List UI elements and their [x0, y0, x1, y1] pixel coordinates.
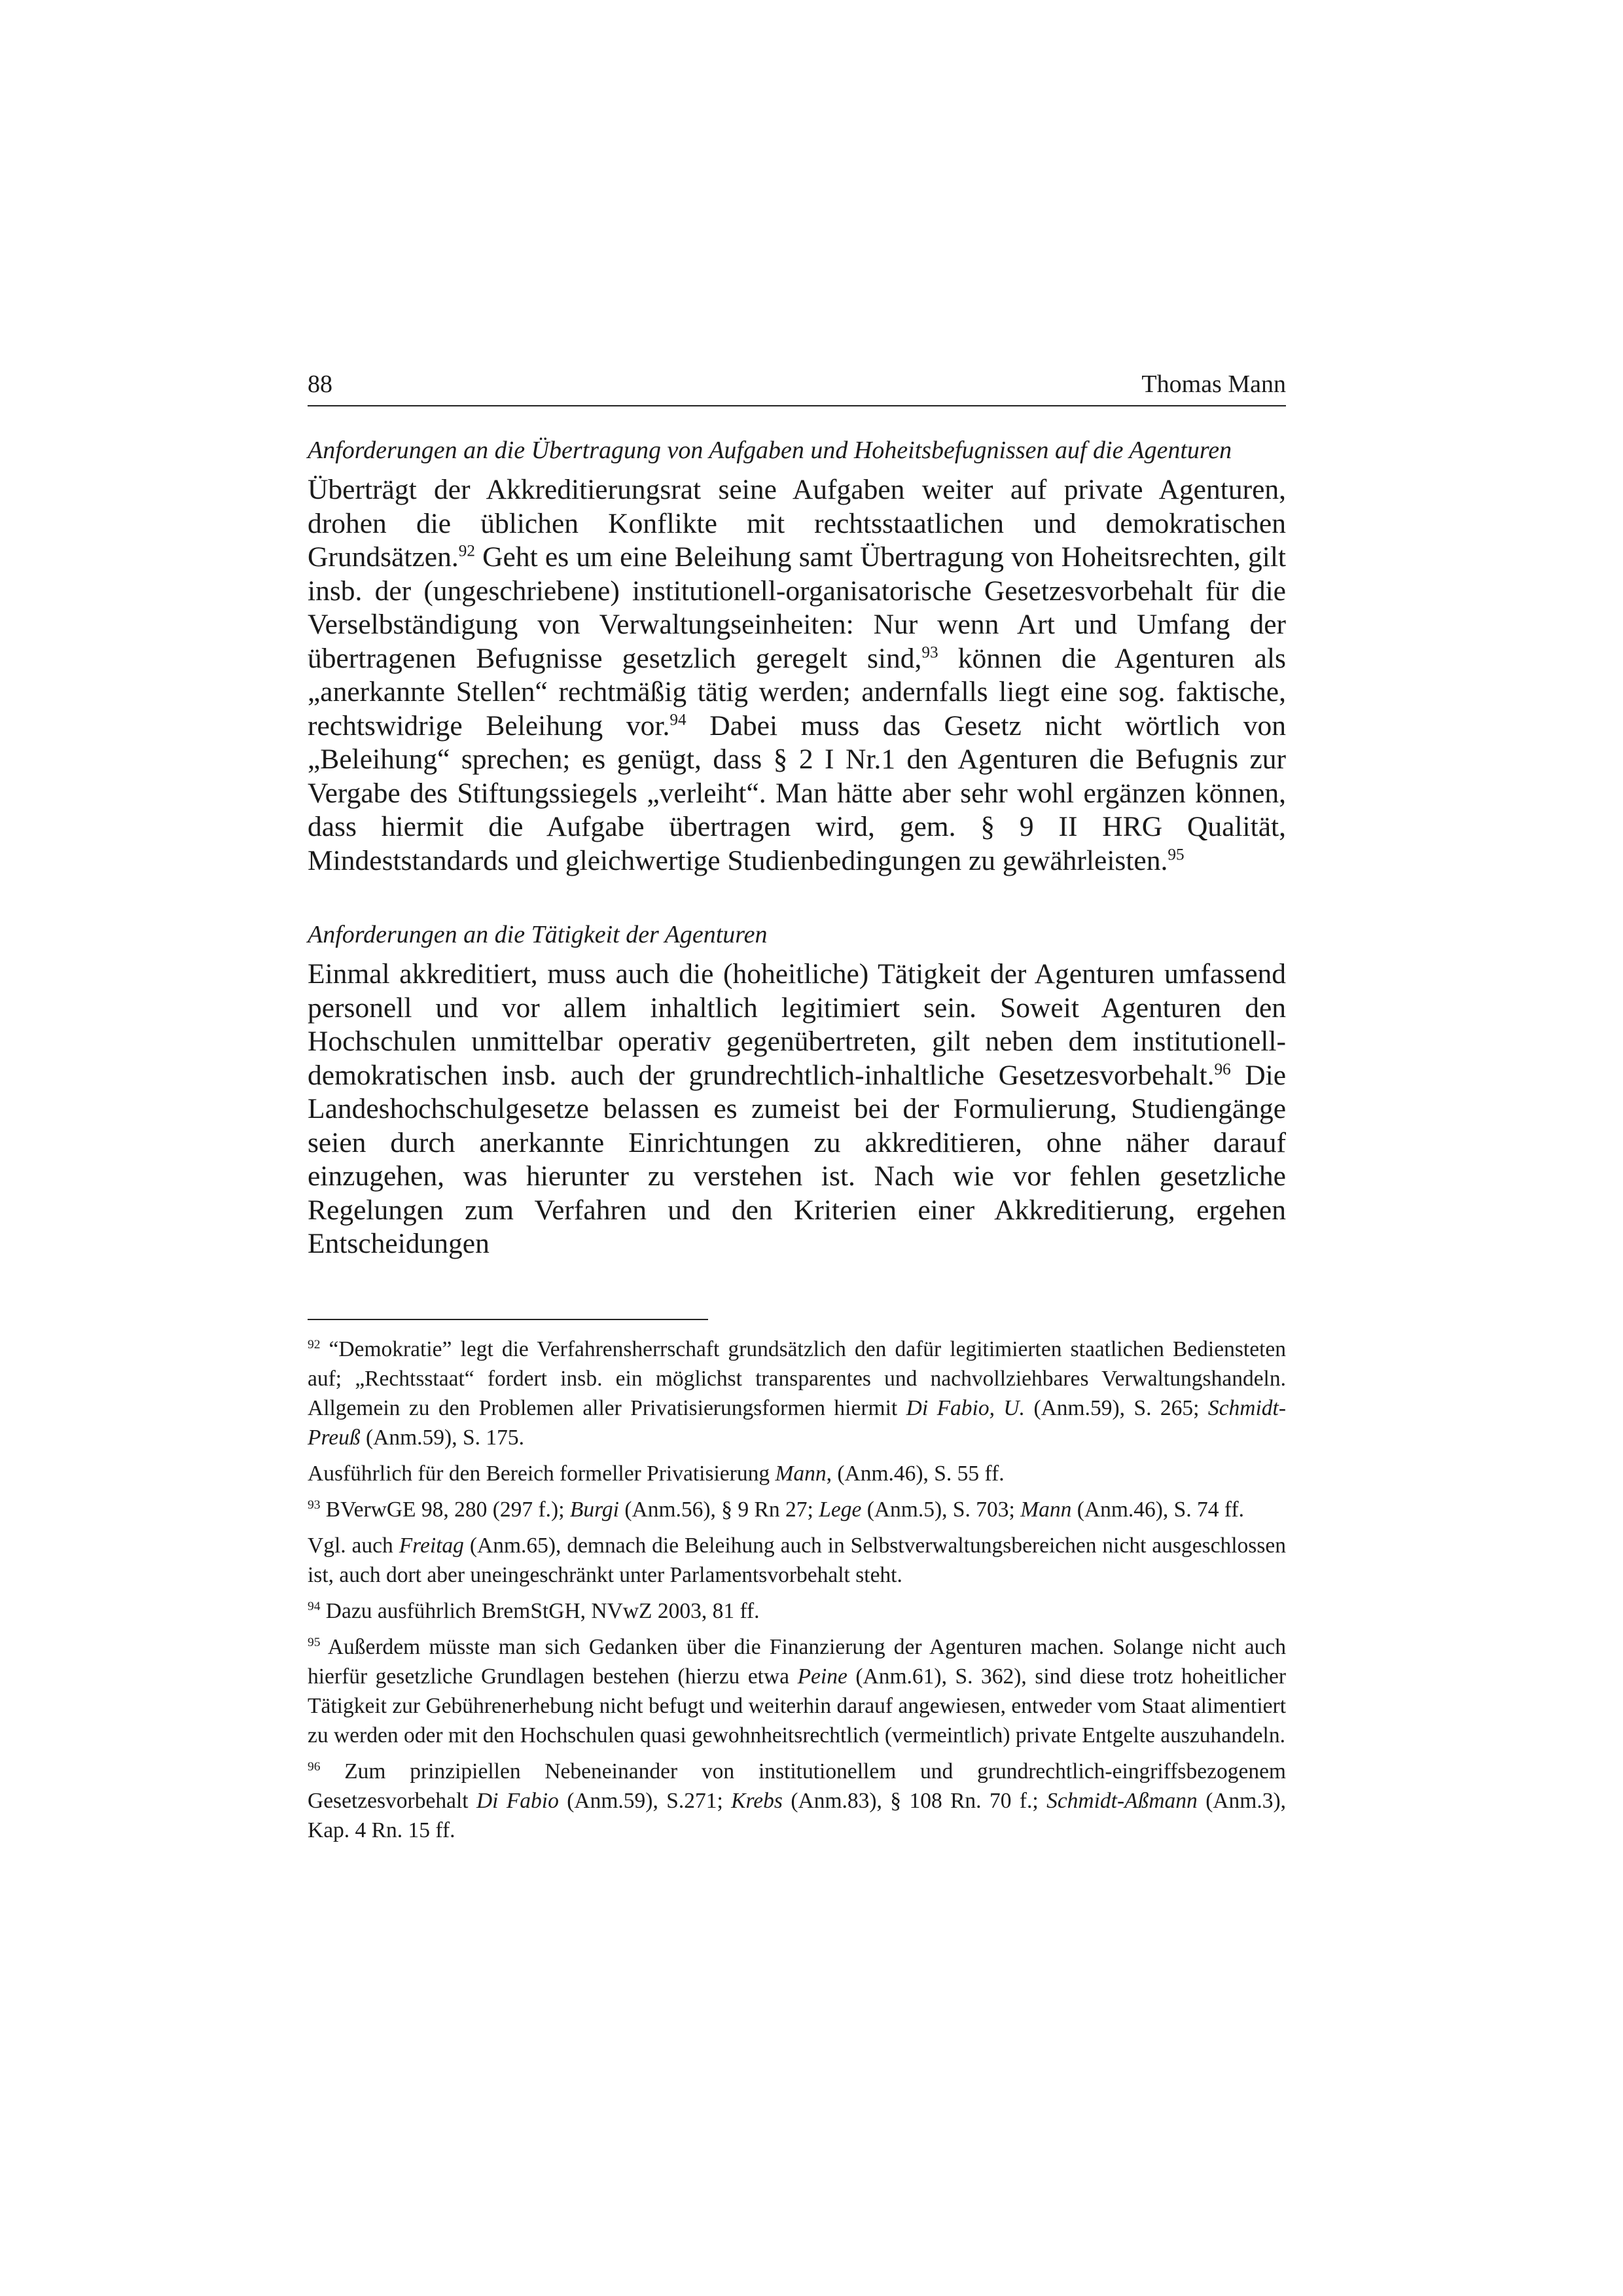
paragraph-activity: Einmal akkreditiert, muss auch die (hoheitliche) Tätigkeit der Agenturen umfassend personell und vor allem inhaltlich legitimiert sein. Soweit Agenturen den Hochschulen unmittelbar operativ gegenübertreten, gilt neben dem institutionell-demokratischen insb. auch der grundrechtlich-inhaltliche Gesetzesvorbehalt.$^{96}$ Die Landeshochschulgesetze belassen es zumeist bei der Formulierung, Studiengänge seien durch anerkannte Einrichtungen zu akkreditieren, ohne näher darauf einzugehen, was hierunter zu verstehen ist. Nach wie vor fehlen gesetzliche Regelungen zum Verfahren und den Kriterien einer Akkreditierung, ergehen Entscheidungen: [308, 958, 1287, 1259]
footnote-ref-93[interactable]: 93: [921, 643, 938, 661]
footnote-ref-94[interactable]: 94: [669, 710, 687, 728]
footnote-ref-96[interactable]: 96: [1214, 1060, 1231, 1078]
footnote-93: $^{93}$ BVerwGE 98, 280 (297 f.); Burgi (Anm.56), § 9 Rn 27; Lege (Anm.5), S. 703; Mann (Anm.46), S. 74 ff.: [308, 1497, 1245, 1522]
page-number: 88: [308, 370, 332, 398]
footnote-94: $^{94}$ Dazu ausführlich BremStGH, NVwZ 2003, 81 ff.: [308, 1598, 760, 1623]
section-heading-activity: Anforderungen an die Tätigkeit der Agenturen: [308, 921, 768, 948]
document-page: [308, 370, 1286, 1852]
footnote-separator: [308, 1319, 708, 1320]
footnote-96: $^{96}$ Zum prinzipiellen Nebeneinander von institutionellem und grundrechtlich-eingriffsbezogenem Gesetzesvorbehalt Di Fabio (Anm.59), S.271; Krebs (Anm.83), § 108 Rn. 70 f.; Schmidt-Aßmann (Anm.3), Kap. 4 Rn. 15 ff.: [308, 1759, 1287, 1842]
footnote-92-continued: Ausführlich für den Bereich formeller Privatisierung Mann, (Anm.46), S. 55 ff.: [308, 1461, 1005, 1486]
footnotes: [308, 1335, 1286, 1845]
footnote-ref-95[interactable]: 95: [1168, 845, 1185, 863]
section-heading-transfer: Anforderungen an die Übertragung von Aufgaben und Hoheitsbefugnissen auf die Agenturen: [308, 437, 1232, 464]
paragraph-transfer: Überträgt der Akkreditierungsrat seine Aufgaben weiter auf private Agenturen, drohen die üblichen Konflikte mit rechtsstaatlichen und demokratischen Grundsätzen.$^{92}$ Geht es um eine Beleihung samt Übertragung von Hoheitsrechten, gilt insb. der (ungeschriebene) institutionell-organisatorische Gesetzesvorbehalt für die Verselbständigung von Verwaltungseinheiten: Nur wenn Art und Umfang der übertragenen Befugnisse gesetzlich geregelt sind,$^{93}$ können die Agenturen als „anerkannte Stellen“ rechtmäßig tätig werden; andernfalls liegt eine sog. faktische, rechtswidrige Beleihung vor.$^{94}$ Dabei muss das Gesetz nicht wörtlich von „Beleihung“ sprechen; es genügt, dass § 2 I Nr.1 den Agenturen die Befugnis zur Vergabe des Stiftungssiegels „verleiht“. Man hätte aber sehr wohl ergänzen können, dass hiermit die Aufgabe übertragen wird, gem. § 9 II HRG Qualität, Mindeststandards und gleichwertige Studienbedingungen zu gewährleisten.$^{95}$: [308, 474, 1286, 876]
footnote-ref-92[interactable]: 92: [458, 542, 475, 560]
running-header-author: Thomas Mann: [1141, 370, 1286, 398]
footnote-92: $^{92}$ “Demokratie” legt die Verfahrensherrschaft grundsätzlich den dafür legitimierten staatlichen Bediensteten auf; „Rechtsstaat“ fordert insb. ein möglichst transparentes und nachvollziehbares Verwaltungshandeln. Allgemein zu den Problemen aller Privatisierungsformen hiermit Di Fabio, U. (Anm.59), S. 265; Schmidt-Preuß (Anm.59), S. 175.: [308, 1336, 1286, 1450]
footnote-93-continued: Vgl. auch Freitag (Anm.65), demnach die Beleihung auch in Selbstverwaltungsbereichen nicht ausgeschlossen ist, auch dort aber uneingeschränkt unter Parlamentsvorbehalt steht.: [308, 1533, 1286, 1587]
footnote-95: $^{95}$ Außerdem müsste man sich Gedanken über die Finanzierung der Agenturen machen. Solange nicht auch hierfür gesetzliche Grundlagen bestehen (hierzu etwa Peine (Anm.61), S. 362), sind diese trotz hoheitlicher Tätigkeit zur Gebührenerhebung nicht befugt und weiterhin darauf angewiesen, entweder vom Staat alimentiert zu werden oder mit den Hochschulen quasi gewohnheitsrechtlich (vermeintlich) private Entgelte auszuhandeln.: [308, 1634, 1287, 1748]
running-header: [308, 370, 1286, 406]
